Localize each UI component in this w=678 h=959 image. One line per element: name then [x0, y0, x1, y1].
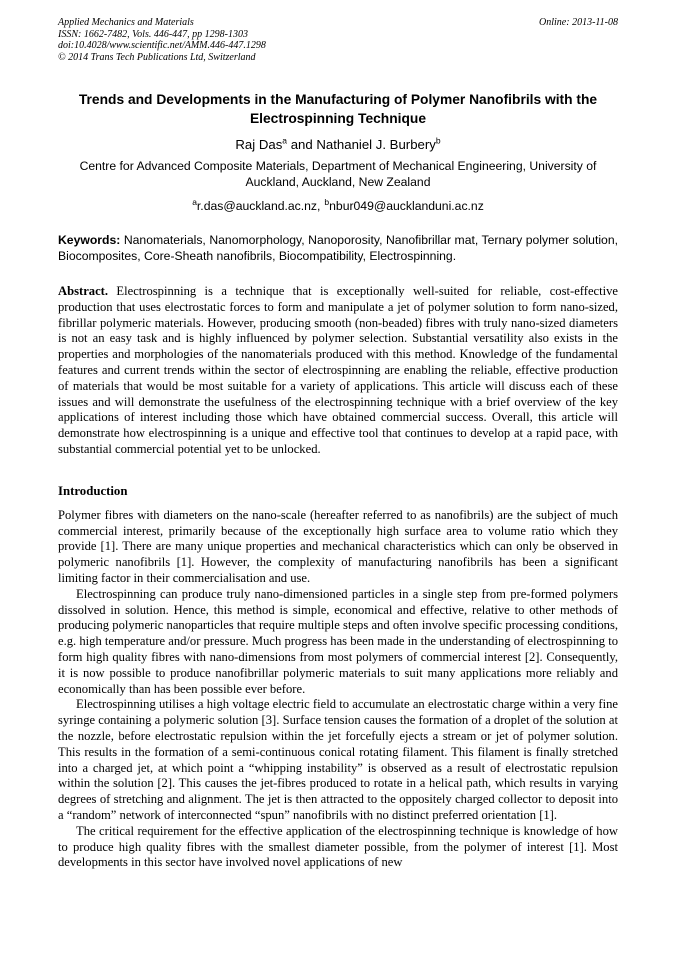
- journal-name: Applied Mechanics and Materials: [58, 17, 194, 28]
- paragraph: Electrospinning can produce truly nano-dimensioned particles in a single step from pre-formed polymers dissolved in solution. Hence, this method is simple, economical and effective, relative to other methods of producing polymeric nanoparticles that require multiple steps and often involve specific processing conditions, e.g. high temperature and/or pressure. Much progress has been made in the understanding of electrospinning to form high quality fibres with nano-dimensions from most polymers of commercial interest [2]. Consequently, it is now possible to produce nanofibrillar polymeric materials to suit many applications more reliably and economically than has been possible ever before.: [58, 586, 618, 696]
- author-1: Raj Das: [235, 137, 283, 152]
- email-b-mark: b: [324, 196, 330, 207]
- authors-line: [58, 137, 618, 152]
- online-date: Online: 2013-11-08: [539, 17, 618, 28]
- paragraph: The critical requirement for the effective application of the electrospinning technique is knowledge of how to produce high quality fibres with the smallest diameter possible, from the polymer of interest [1]. Most developments in this sector have involved novel applications of new: [58, 823, 618, 870]
- email-b: nbur049@aucklanduni.ac.nz: [329, 199, 484, 213]
- abstract-paragraph: [58, 284, 618, 458]
- section-heading-introduction: Introduction: [58, 483, 128, 498]
- abstract-text: Electrospinning is a technique that is exceptionally well-suited for reliable, cost-effective production that uses electrostatic forces to form and manipulate a jet of polymer solution to form nano-sized, fibrillar polymeric materials. However, producing smooth (non-beaded) fibres with truly nano-sized diameters is not an easy task and is highly influenced by polymer selection. Substantial versatility also exists in the properties and morphologies of the nanomaterials produced with this method. Knowledge of the fundamental features and current trends within the sector of electrospinning are enabling the reliable, effective production of materials that would be most suitable for a variety of applications. This article will discuss each of these issues and will demonstrate the usefulness of the electrospinning technique with a brief overview of the key applications of interest including those which have obtained commercial success. Overall, this article will demonstrate how electrospinning is a unique and effective tool that continues to develop at a rapid pace, with substantial commercial potential yet to be unlocked.: [58, 284, 619, 456]
- page-header: [58, 17, 618, 63]
- author-2: Nathaniel J. Burbery: [316, 137, 436, 152]
- issn-line: ISSN: 1662-7482, Vols. 446-447, pp 1298-1303: [58, 28, 248, 40]
- keywords-paragraph: [58, 232, 618, 264]
- paragraph: Polymer fibres with diameters on the nano-scale (hereafter referred to as nanofibrils) are the subject of much commercial interest, primarily because of the exceptionally high surface area to volume ratio which they provide [1]. There are many unique properties and mechanical characteristics which can only be observed in polymeric nanofibrils [1]. However, the complexity of manufacturing nanofibrils has been a significant limiting factor in their commercialisation and use.: [58, 507, 618, 585]
- doi-line: doi:10.4028/www.scientific.net/AMM.446-447.1298: [58, 40, 266, 51]
- paragraph: Electrospinning utilises a high voltage electric field to accumulate an electrostatic charge within a very fine syringe containing a polymeric solution [3]. Surface tension causes the formation of a droplet of the solution at the nozzle, before electrostatic repulsion within the jet forcefully ejects a stream or jet of polymer solution. This results in the formation of a semi-continuous conical rotating filament. This filament is finally stretched into a charged jet, at which point a “whipping instability” is observed as a result of electrostatic repulsion within the solution [2]. This causes the jet-fibres produced to rotate in a helical path, which results in varying degrees of stretching and alignment. The jet is then attracted to the oppositely charged collector to deposit into a “random” network of interconnected “spun” nanofibrils with no distinct preferred orientation [1].: [58, 697, 618, 822]
- keywords-label: Keywords:: [58, 233, 121, 247]
- author-1-affiliation-mark: a: [282, 135, 288, 146]
- introduction-body: [58, 508, 618, 871]
- author-2-affiliation-mark: b: [435, 135, 441, 146]
- email-a-mark: a: [192, 196, 197, 207]
- copyright-line: © 2014 Trans Tech Publications Ltd, Switzerland: [58, 51, 256, 63]
- email-a: r.das@auckland.ac.nz,: [196, 199, 321, 213]
- paper-title: Trends and Developments in the Manufacturing of Polymer Nanofibrils with the Electrospinning Technique: [78, 92, 598, 126]
- affiliation: Centre for Advanced Composite Materials, Department of Mechanical Engineering, University of Auckland, Auckland, New Zealand: [79, 159, 597, 189]
- keywords-text: Nanomaterials, Nanomorphology, Nanoporosity, Nanofibrillar mat, Ternary polymer solution, Biocomposites, Core-Sheath nanofibrils, Biocompatibility, Electrospinning.: [58, 233, 618, 263]
- publication-info: [58, 17, 266, 63]
- authors-joiner: and: [287, 137, 317, 152]
- abstract-label: Abstract.: [58, 284, 109, 298]
- emails-line: [58, 196, 618, 213]
